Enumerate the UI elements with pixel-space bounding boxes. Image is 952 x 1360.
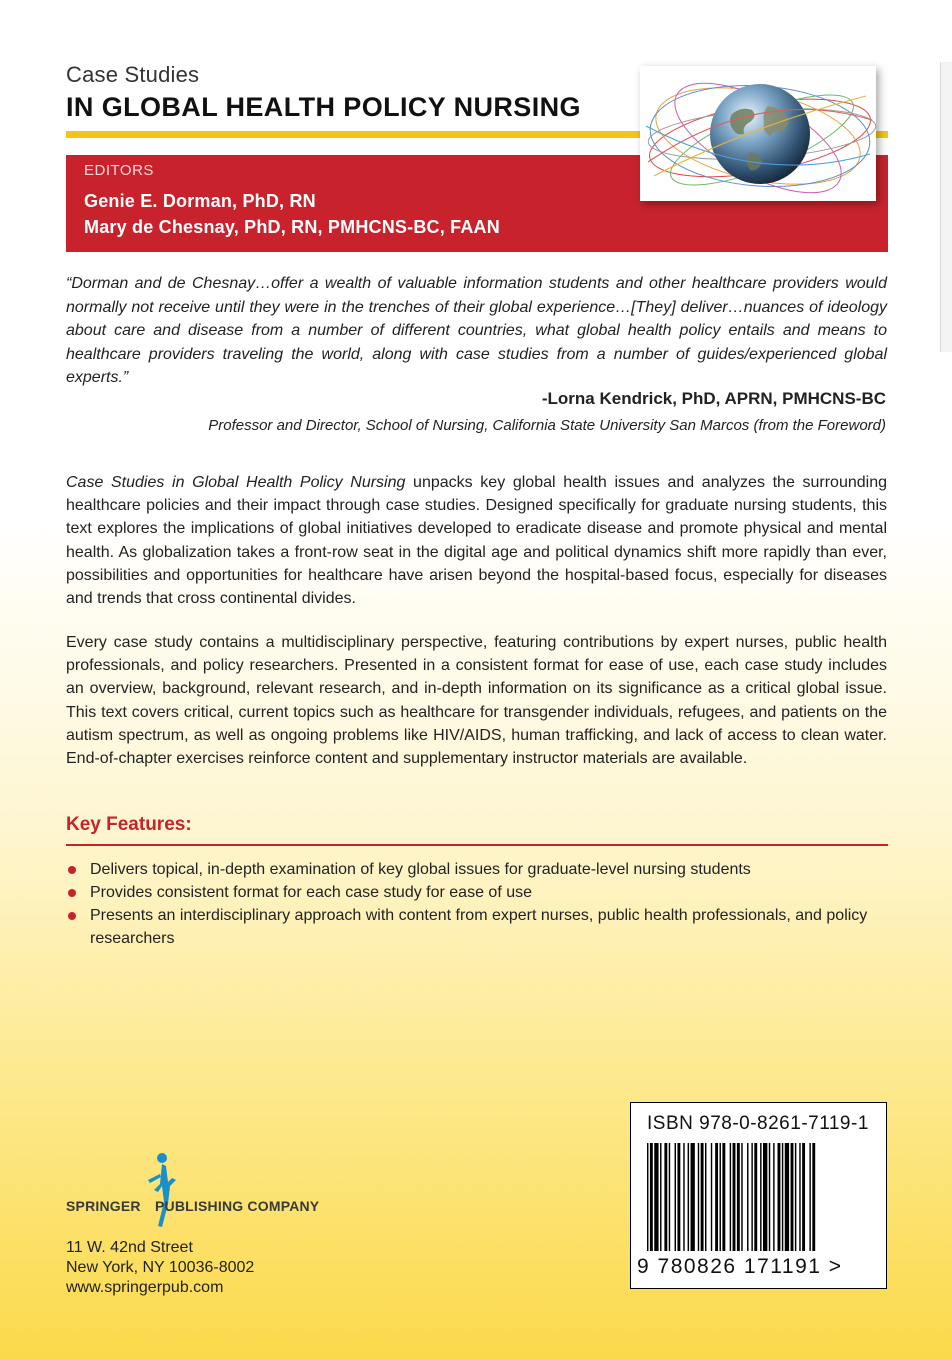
publisher-website: www.springerpub.com — [66, 1279, 224, 1296]
book-title: IN GLOBAL HEALTH POLICY NURSING — [66, 92, 581, 122]
publisher-name: SPRINGER — [66, 1198, 141, 1214]
globe-illustration — [640, 66, 876, 201]
springer-figure-icon — [140, 1150, 180, 1230]
list-item — [66, 904, 888, 950]
feature-text: Presents an interdisciplinary approach with content from expert nurses, public health professionals, and policy researchers — [90, 907, 868, 947]
address-line: New York, NY 10036-8002 — [66, 1259, 255, 1276]
quote-affiliation: Professor and Director, School of Nursing, California State University San Marcos (from the Foreword) — [208, 417, 886, 434]
bullet-icon — [68, 889, 76, 897]
book-title-inline: Case Studies in Global Health Policy Nursing — [66, 474, 406, 491]
address-line: 11 W. 42nd Street — [66, 1239, 193, 1256]
globe-icon — [640, 66, 876, 201]
feature-text: Provides consistent format for each case study for ease of use — [90, 884, 532, 901]
isbn-digits: 9 780826 171191 > — [637, 1255, 843, 1278]
description-paragraph — [66, 471, 887, 610]
list-item — [66, 858, 888, 881]
editor-name: Genie E. Dorman, PhD, RN — [84, 191, 316, 211]
barcode-icon — [647, 1143, 872, 1251]
key-features-list — [66, 858, 888, 950]
publisher-address — [66, 1238, 254, 1298]
editor-name: Mary de Chesnay, PhD, RN, PMHCNS-BC, FAAN — [84, 217, 500, 237]
description-paragraph: Every case study contains a multidisciplinary perspective, featuring contributions by expert nurses, public health professionals, and policy researchers. Presented in a consistent format for ease of use, each case study includes an overview, background, relevant research, and in-depth information on its significance as a critical global issue. This text covers critical, current topics such as healthcare for transgender individuals, refugees, and patients on the autism spectrum, as well as ongoing problems like HIV/AIDS, human trafficking, and lack of access to clean water. End-of-chapter exercises reinforce content and supplementary instructor materials are available. — [66, 634, 887, 768]
bullet-icon — [68, 912, 76, 920]
publisher-logo — [66, 1150, 366, 1230]
bullet-icon — [68, 866, 76, 874]
key-features-divider — [66, 844, 888, 846]
list-item — [66, 881, 888, 904]
feature-text: Delivers topical, in-depth examination of key global issues for graduate-level nursing students — [90, 861, 751, 878]
publisher-name: PUBLISHING COMPANY — [155, 1198, 320, 1214]
quote-author: -Lorna Kendrick, PhD, APRN, PMHCNS-BC — [541, 389, 886, 408]
endorsement-quote: “Dorman and de Chesnay…offer a wealth of valuable information students and other healthcare providers would normally not receive until they were in the trenches of their global experience…[They] deliver…nuances of ideology about care and disease from a number of different countries, what global health policy entails and means to healthcare providers traveling the world, along with case studies from a number of guides/experienced global experts.” — [66, 275, 887, 386]
description-text: unpacks key global health issues and analyzes the surrounding healthcare policies and their impact through case studies. Designed specifically for graduate nursing students, this text explores the implications of global initiatives developed to eradicate disease and promote physical and mental health. As globalization takes a front-row seat in the digital age and political dynamics shift more rapidly than ever, possibilities and opportunities for healthcare have arisen beyond the hospital-based focus, especially for diseases and trends that cross continental divides. — [66, 474, 888, 608]
page-edge — [940, 62, 952, 352]
isbn-barcode-block — [630, 1102, 887, 1289]
isbn-label: ISBN 978-0-8261-7119-1 — [647, 1113, 869, 1134]
key-features-heading: Key Features: — [66, 814, 192, 835]
editors-label: EDITORS — [84, 162, 154, 179]
series-title: Case Studies — [66, 62, 200, 87]
